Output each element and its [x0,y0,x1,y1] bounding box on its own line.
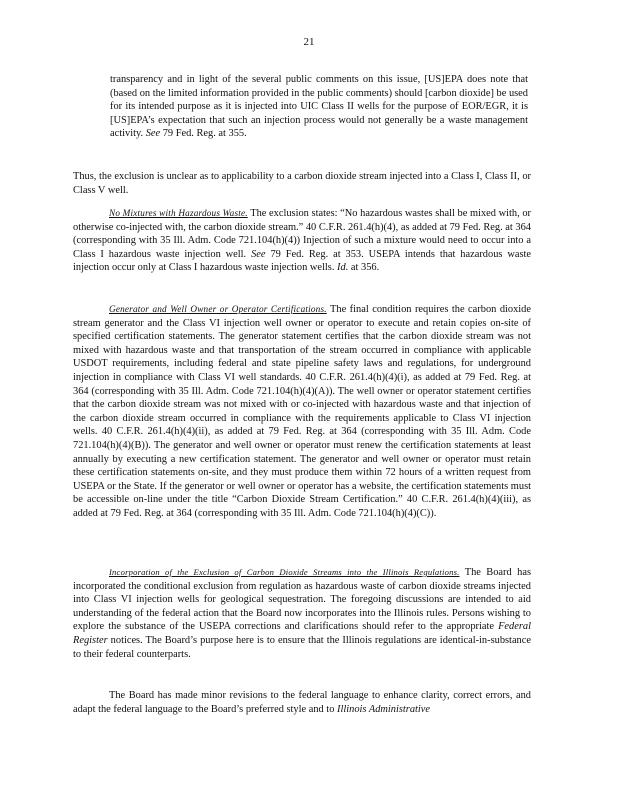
incorporation-fed-reg: Federal Register [73,621,531,646]
no-mixtures-see: See [251,248,266,260]
block-quote [110,73,528,141]
no-mixtures-id: Id. [337,262,349,274]
incorporation-tail: notices. The Board’s purpose here is to ensure that the Illinois regulations are identical-in-substance to their federal counterparts. [73,634,531,660]
generator-heading: Generator and Well Owner or Operator Certifications. [109,304,327,314]
thus-paragraph: Thus, the exclusion is unclear as to applicability to a carbon dioxide stream injected into a Class I, Class II, or Class V well. [73,171,531,196]
incorporation-body: The Board has incorporated the conditional exclusion from regulation as hazardous waste of carbon dioxide streams injected into Class VI injection wells for geological sequestration. The foregoing discussions are intended to aid understanding of the federal action that the Board now incorporates into the Illinois rules. Persons wishing to explore the substance of the USEPA corrections and clarifications should refer to the appropriate [73,567,531,633]
no-mixtures-cite: 79 Fed. Reg. at 353. USEPA intends that hazardous waste injection occur only at Class I hazardous waste injection wells. [73,248,531,274]
page-number: 21 [303,36,315,48]
generator-body: The final condition requires the carbon dioxide stream generator and the Class VI injection well owner or operator to execute and retain copies on-site of specified certification statements. The generator statement certifies that the carbon dioxide stream was not mixed with hazardous waste and that transportation of the stream occurred in compliance with applicable USDOT requirements, including federal and state pipeline safety laws and regulations, for underground injection in compliance with Class VI well standards. 40 C.F.R. 261.4(h)(4)(i), as added at 79 Fed. Reg. at 364 (corresponding with 35 Ill. Adm. Code 721.104(h)(4)(A)). The well owner or operator statement certifies that the carbon dioxide stream was not mixed with or co-injected with hazardous waste and that injection of the carbon dioxide stream occurred in compliance with the requirements applicable to Class VI injection wells. 40 C.F.R. 261.4(h)(4)(ii), as added at 79 Fed. Reg. at 364 (corresponding with 35 Ill. Adm. Code 721.104(h)(4)(B)). The generator and well owner or operator must renew the certification statements at least annually by executing a new certification statement. The generator and well owner or operator must retain these certification statements on-site, and they must produce them within 72 hours of a written request from USEPA or the State. If the generator or well owner or operator has a website, the certification statements must be accessible on-line under the title “Carbon Dioxide Stream Certification.” 40 C.F.R. 261.4(h)(4)(iii), as added at 79 Fed. Reg. at 364 (corresponding with 35 Ill. Adm. Code 721.104(h)(4)(C)). [73,304,531,519]
no-mixtures-paragraph [73,207,531,275]
last-paragraph-italic: Illinois Administrative [337,703,431,715]
last-paragraph-body: The Board has made minor revisions to the federal language to enhance clarity, correct errors, and adapt the federal language to the Board’s preferred style and to [73,690,531,715]
incorporation-heading: Incorporation of the Exclusion of Carbon Dioxide Streams into the Illinois Regulations. [109,567,460,577]
quote-citation: 79 Fed. Reg. at 355. [162,128,247,140]
quote-text: transparency and in light of the several public comments on this issue, [US]EPA does note that (based on the limited information provided in the public comments) should [carbon dioxide] be used for its intended purpose as it is injected into UIC Class II wells for the purpose of EOR/EGR, it is [US]EPA’s expectation that such an injection process would not generally be a waste management activity. [110,74,528,140]
last-paragraph [73,689,531,716]
incorporation-paragraph [73,566,531,661]
no-mixtures-heading: No Mixtures with Hazardous Waste. [109,208,248,218]
generator-paragraph [73,303,531,521]
quote-see: See [145,128,161,140]
no-mixtures-end: at 356. [350,262,380,274]
no-mixtures-body: The exclusion states: “No hazardous wastes shall be mixed with, or otherwise co-injected with, the carbon dioxide stream.” 40 C.F.R. 261.4(h)(4), as added at 79 Fed. Reg. at 364 (corresponding with 35 Ill. Adm. Code 721.104(h)(4)) Injection of such a mixture would need to occur into a Class I hazardous waste injection well. [73,208,531,260]
